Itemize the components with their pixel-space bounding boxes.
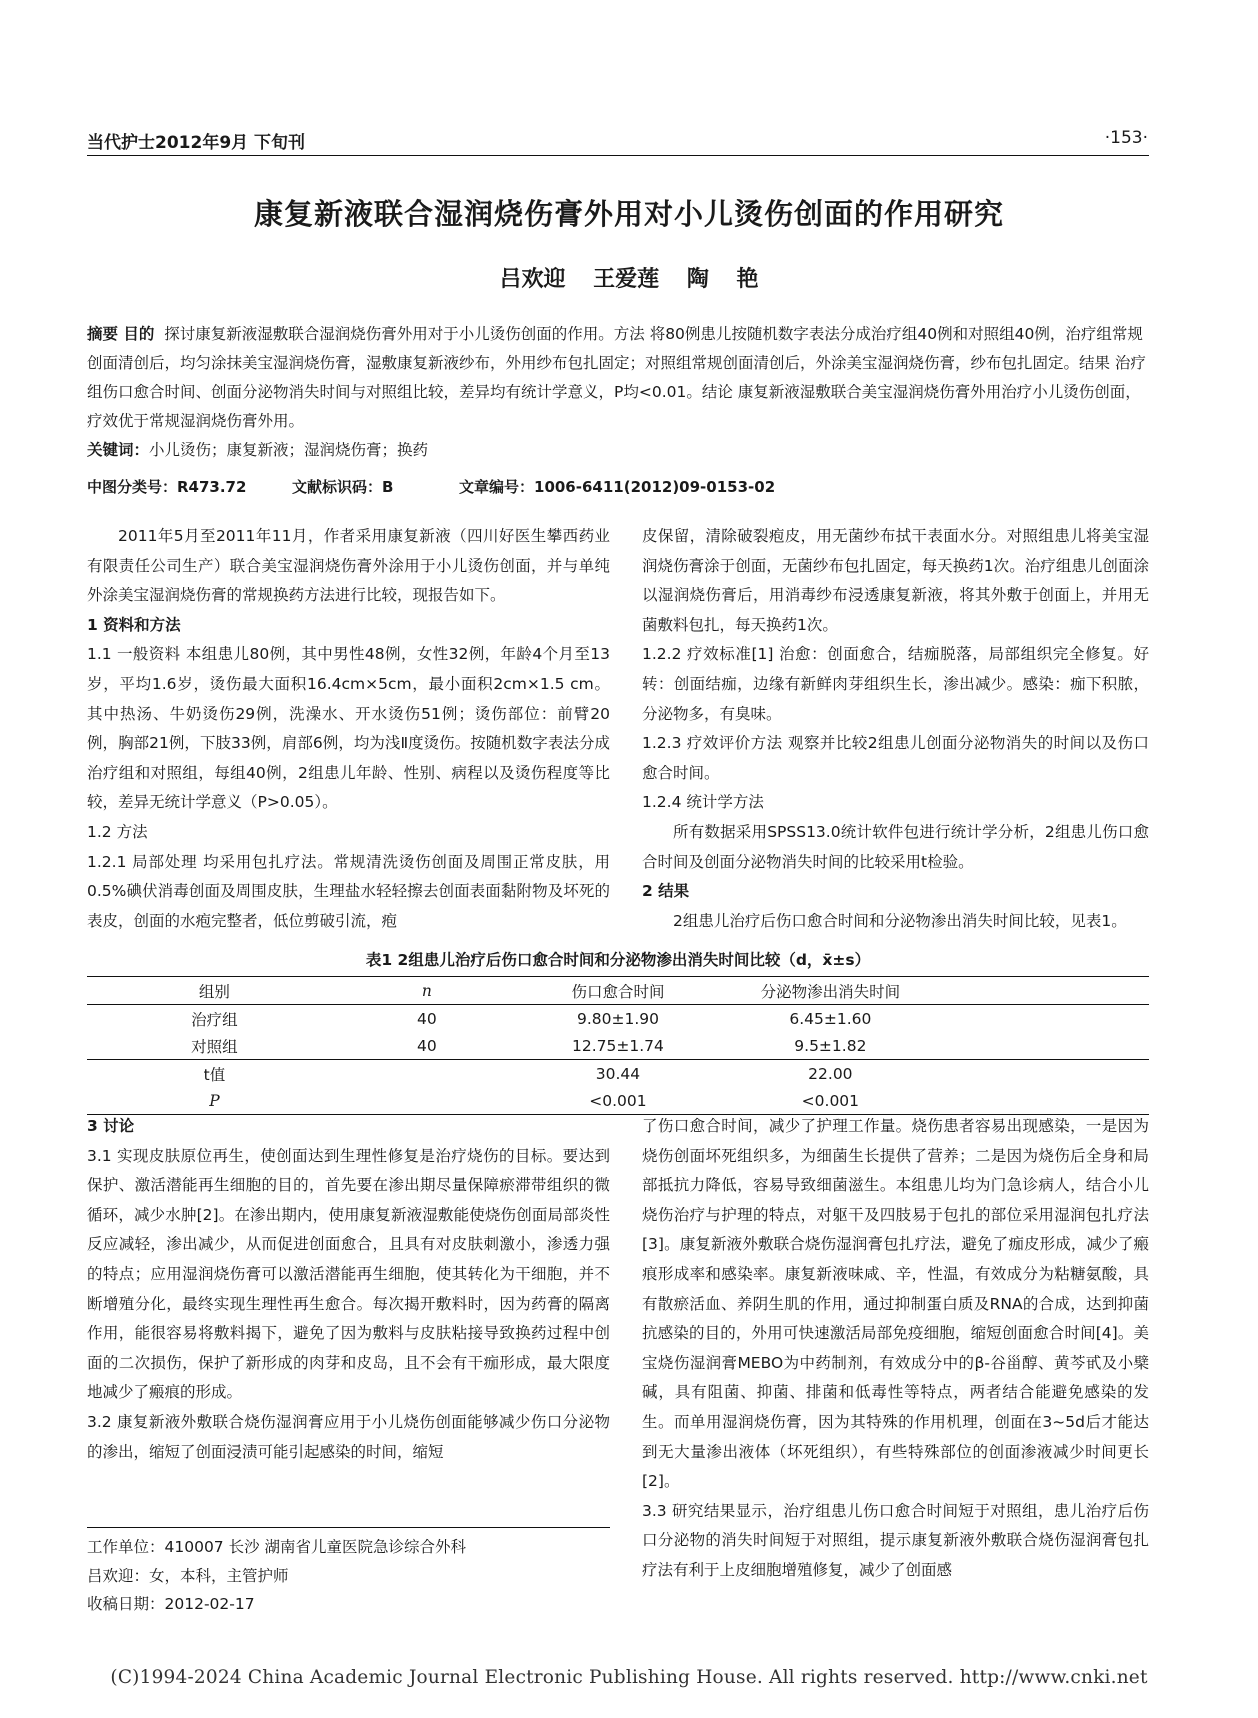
table-cell: 对照组 bbox=[191, 1037, 238, 1056]
table-cell: t值 bbox=[203, 1065, 226, 1084]
table-cell: 22.00 bbox=[808, 1064, 853, 1083]
discussion-right-column bbox=[642, 1112, 1149, 1586]
table-cell: 9.80±1.90 bbox=[576, 1009, 659, 1028]
paragraph: 皮保留，清除破裂疱皮，用无菌纱布拭干表面水分。对照组患儿将美宝湿润烧伤膏涂于创面，无菌纱布包扎固定，每天换药1次。治疗组患儿创面涂以湿润烧伤膏后，用消毒纱布浸透康复新液，将其外敷于创面上，并用无菌敷料包扎，每天换药1次。 bbox=[642, 527, 1149, 634]
table-header-cell: n bbox=[421, 981, 432, 1000]
paragraph: 3.2 康复新液外敷联合烧伤湿润膏应用于小儿烧伤创面能够减少伤口分泌物的渗出，缩短了创面浸渍可能引起感染的时间，缩短 bbox=[87, 1412, 610, 1461]
keywords-text: 小儿烫伤；康复新液；湿润烧伤膏；换药 bbox=[149, 441, 429, 459]
table-cell: 12.75±1.74 bbox=[572, 1036, 664, 1055]
abstract bbox=[87, 320, 1149, 465]
paragraph: 1.2.3 疗效评价方法 观察并比较2组患儿创面分泌物消失的时间以及伤口愈合时间。 bbox=[642, 734, 1149, 782]
paragraph: 3.3 研究结果显示，治疗组患儿伤口愈合时间短于对照组，患儿治疗后伤口分泌物的消失时间短于对照组，提示康复新液外敷联合烧伤湿润膏包扎疗法有利于上皮细胞增殖修复，减少了创面感 bbox=[642, 1501, 1149, 1579]
body-right-column bbox=[642, 522, 1149, 936]
header-rule bbox=[87, 155, 1149, 156]
table-cell: 9.5±1.82 bbox=[794, 1036, 867, 1055]
copyright-notice: (C)1994-2024 China Academic Journal Electronic Publishing House. All rights reserved. http://www.cnki.net bbox=[110, 1667, 1148, 1688]
abstract-label: 摘要 目的 bbox=[87, 325, 155, 343]
section-heading: 2 结果 bbox=[642, 882, 690, 901]
table-header-cell: 组别 bbox=[198, 982, 230, 1001]
author-info: 吕欢迎：女，本科，主管护师 bbox=[87, 1566, 289, 1585]
paragraph: 2组患儿治疗后伤口愈合时间和分泌物渗出消失时间比较，见表1。 bbox=[673, 911, 1127, 930]
paragraph: 3.1 实现皮肤原位再生，使创面达到生理性修复是治疗烧伤的目标。要达到保护、激活潜能再生细胞的目的，首先要在渗出期尽量保障瘀滞带组织的微循环，减少水肿[2]。在渗出期内，使用康复新液湿敷能使烧伤创面局部炎性反应减轻，渗出减少，从而促进创面愈合，且具有对皮肤刺激小，渗透力强的特点；应用湿润烧伤膏可以激活潜能再生细胞，使其转化为干细胞，并不断增殖分化，最终实现生理性再生愈合。每次揭开敷料时，因为药膏的隔离作用，能很容易将敷料揭下，避免了因为敷料与皮肤粘接导致换药过程中创面的二次损伤，保护了新形成的肉芽和皮岛，且不会有干痂形成，最大限度地减少了瘢痕的形成。 bbox=[87, 1146, 610, 1402]
table-header-row bbox=[87, 977, 1149, 1005]
keywords-label: 关键词： bbox=[87, 441, 150, 459]
intro-paragraph: 2011年5月至2011年11月，作者采用康复新液（四川好医生攀西药业有限责任公司生产）联合美宝湿润烧伤膏外涂用于小儿烫伤创面，并与单纯外涂美宝湿润烧伤膏的常规换药方法进行比较，现报告如下。 bbox=[87, 527, 610, 605]
authors: 吕欢迎 王爱莲 陶 艳 bbox=[499, 266, 759, 292]
document-code: 文献标识码：B bbox=[292, 478, 394, 496]
table-row bbox=[87, 1060, 1149, 1088]
table-row bbox=[87, 1005, 1149, 1033]
clc-number: 中图分类号：R473.72 bbox=[87, 478, 247, 496]
paragraph: 1.2.1 局部处理 均采用包扎疗法。常规清洗烫伤创面及周围正常皮肤，用0.5%碘伏消毒创面及周围皮肤，生理盐水轻轻擦去创面表面黏附物及坏死的表皮，创面的水疱完整者，低位剪破引流，疱 bbox=[87, 852, 610, 930]
subsection-heading: 1.2.4 统计学方法 bbox=[642, 793, 764, 812]
table-cell: 40 bbox=[416, 1036, 437, 1055]
table-cell: 40 bbox=[416, 1009, 437, 1028]
table-cell: <0.001 bbox=[801, 1091, 860, 1110]
page-number: ·153· bbox=[1104, 128, 1148, 148]
table-header-cell: 分泌物渗出消失时间 bbox=[760, 982, 901, 1001]
table-cell: 6.45±1.60 bbox=[789, 1009, 872, 1028]
abstract-text: 探讨康复新液湿敷联合湿润烧伤膏外用对于小儿烫伤创面的作用。方法 将80例患儿按随机数字表法分成治疗组40例和对照组40例，治疗组常规创面清创后，均匀涂抹美宝湿润烧伤膏，湿敷康复新液纱布，外用纱布包扎固定；对照组常规创面清创后，外涂美宝湿润烧伤膏，纱布包扎固定。结果 治疗组伤口愈合时间、创面分泌物消失时间与对照组比较，差异均有统计学意义，P均<0.01。结论 康复新液湿敷联合美宝湿润烧伤膏外用治疗小儿烫伤创面，疗效优于常规湿润烧伤膏外用。 bbox=[87, 325, 1146, 430]
table-title: 表1 2组患儿治疗后伤口愈合时间和分泌物渗出消失时间比较（d，x̄±s） bbox=[365, 951, 871, 969]
received-date: 收稿日期：2012-02-17 bbox=[87, 1595, 255, 1613]
footnote bbox=[87, 1533, 610, 1619]
table-cell: 30.44 bbox=[595, 1064, 641, 1083]
body-left-column bbox=[87, 522, 610, 936]
table-cell: 治疗组 bbox=[191, 1010, 238, 1029]
paragraph: 了伤口愈合时间，减少了护理工作量。烧伤患者容易出现感染，一是因为烧伤创面坏死组织多，为细菌生长提供了营养；二是因为烧伤后全身和局部抵抗力降低，容易导致细菌滋生。本组患儿均为门急诊病人，结合小儿烧伤治疗与护理的特点，对躯干及四肢易于包扎的部位采用湿润包扎疗法[3]。康复新液外敷联合烧伤湿润膏包扎疗法，避免了痂皮形成，减少了瘢痕形成率和感染率。康复新液味咸、辛，性温，有效成分为粘糖氨酸，具有散瘀活血、养阴生肌的作用，通过抑制蛋白质及RNA的合成，达到抑菌抗感染的目的，外用可快速激活局部免疫细胞，缩短创面愈合时间[4]。美宝烧伤湿润膏MEBO为中药制剂，有效成分中的β-谷甾醇、黄芩甙及小檗碱，具有阻菌、抑菌、排菌和低毒性等特点，两者结合能避免感染的发生。而单用湿润烧伤膏，因为其特殊的作用机理，创面在3~5d后才能达到无大量渗出液体（坏死组织），有些特殊部位的创面渗液减少时间更长[2]。 bbox=[642, 1117, 1149, 1491]
results-table bbox=[87, 976, 1149, 1115]
article-number: 文章编号：1006-6411(2012)09-0153-02 bbox=[459, 478, 776, 496]
paragraph: 1.2.2 疗效标准[1] 治愈：创面愈合，结痂脱落，局部组织完全修复。好转：创面结痂，边缘有新鲜肉芽组织生长，渗出减少。感染：痂下积脓，分泌物多，有臭味。 bbox=[642, 645, 1149, 723]
affiliation: 工作单位：410007 长沙 湖南省儿童医院急诊综合外科 bbox=[87, 1538, 467, 1556]
table-cell bbox=[342, 1060, 512, 1088]
table-cell: <0.001 bbox=[589, 1091, 647, 1110]
table-cell bbox=[342, 1087, 512, 1115]
footnote-rule bbox=[87, 1527, 610, 1528]
discussion-left-column bbox=[87, 1112, 610, 1467]
article-title: 康复新液联合湿润烧伤膏外用对小儿烫伤创面的作用研究 bbox=[253, 197, 1004, 231]
table-row bbox=[87, 1032, 1149, 1060]
paragraph: 1.1 一般资料 本组患儿80例，其中男性48例，女性32例，年龄4个月至13岁，平均1.6岁，烫伤最大面积16.4cm×5cm，最小面积2cm×1.5 cm。其中热汤、牛奶烫伤29例，洗澡水、开水烫伤51例；烫伤部位：前臂20例，胸部21例，下肢33例，肩部6例，均为浅Ⅱ度烫伤。按随机数字表法分成治疗组和对照组，每组40例，2组患儿年龄、性别、病程以及烫伤程度等比较，差异无统计学意义（P>0.05）。 bbox=[87, 645, 610, 812]
section-heading: 1 资料和方法 bbox=[87, 615, 181, 634]
journal-header: 当代护士2012年9月 下旬刊 bbox=[87, 133, 306, 153]
table-row bbox=[87, 1087, 1149, 1115]
table-header-cell: 伤口愈合时间 bbox=[571, 982, 665, 1001]
paragraph: 所有数据采用SPSS13.0统计软件包进行统计学分析，2组患儿伤口愈合时间及创面分泌物消失时间的比较采用t检验。 bbox=[642, 822, 1149, 871]
section-heading: 3 讨论 bbox=[87, 1117, 135, 1135]
table-cell: P bbox=[209, 1091, 220, 1110]
subsection-heading: 1.2 方法 bbox=[87, 822, 148, 841]
